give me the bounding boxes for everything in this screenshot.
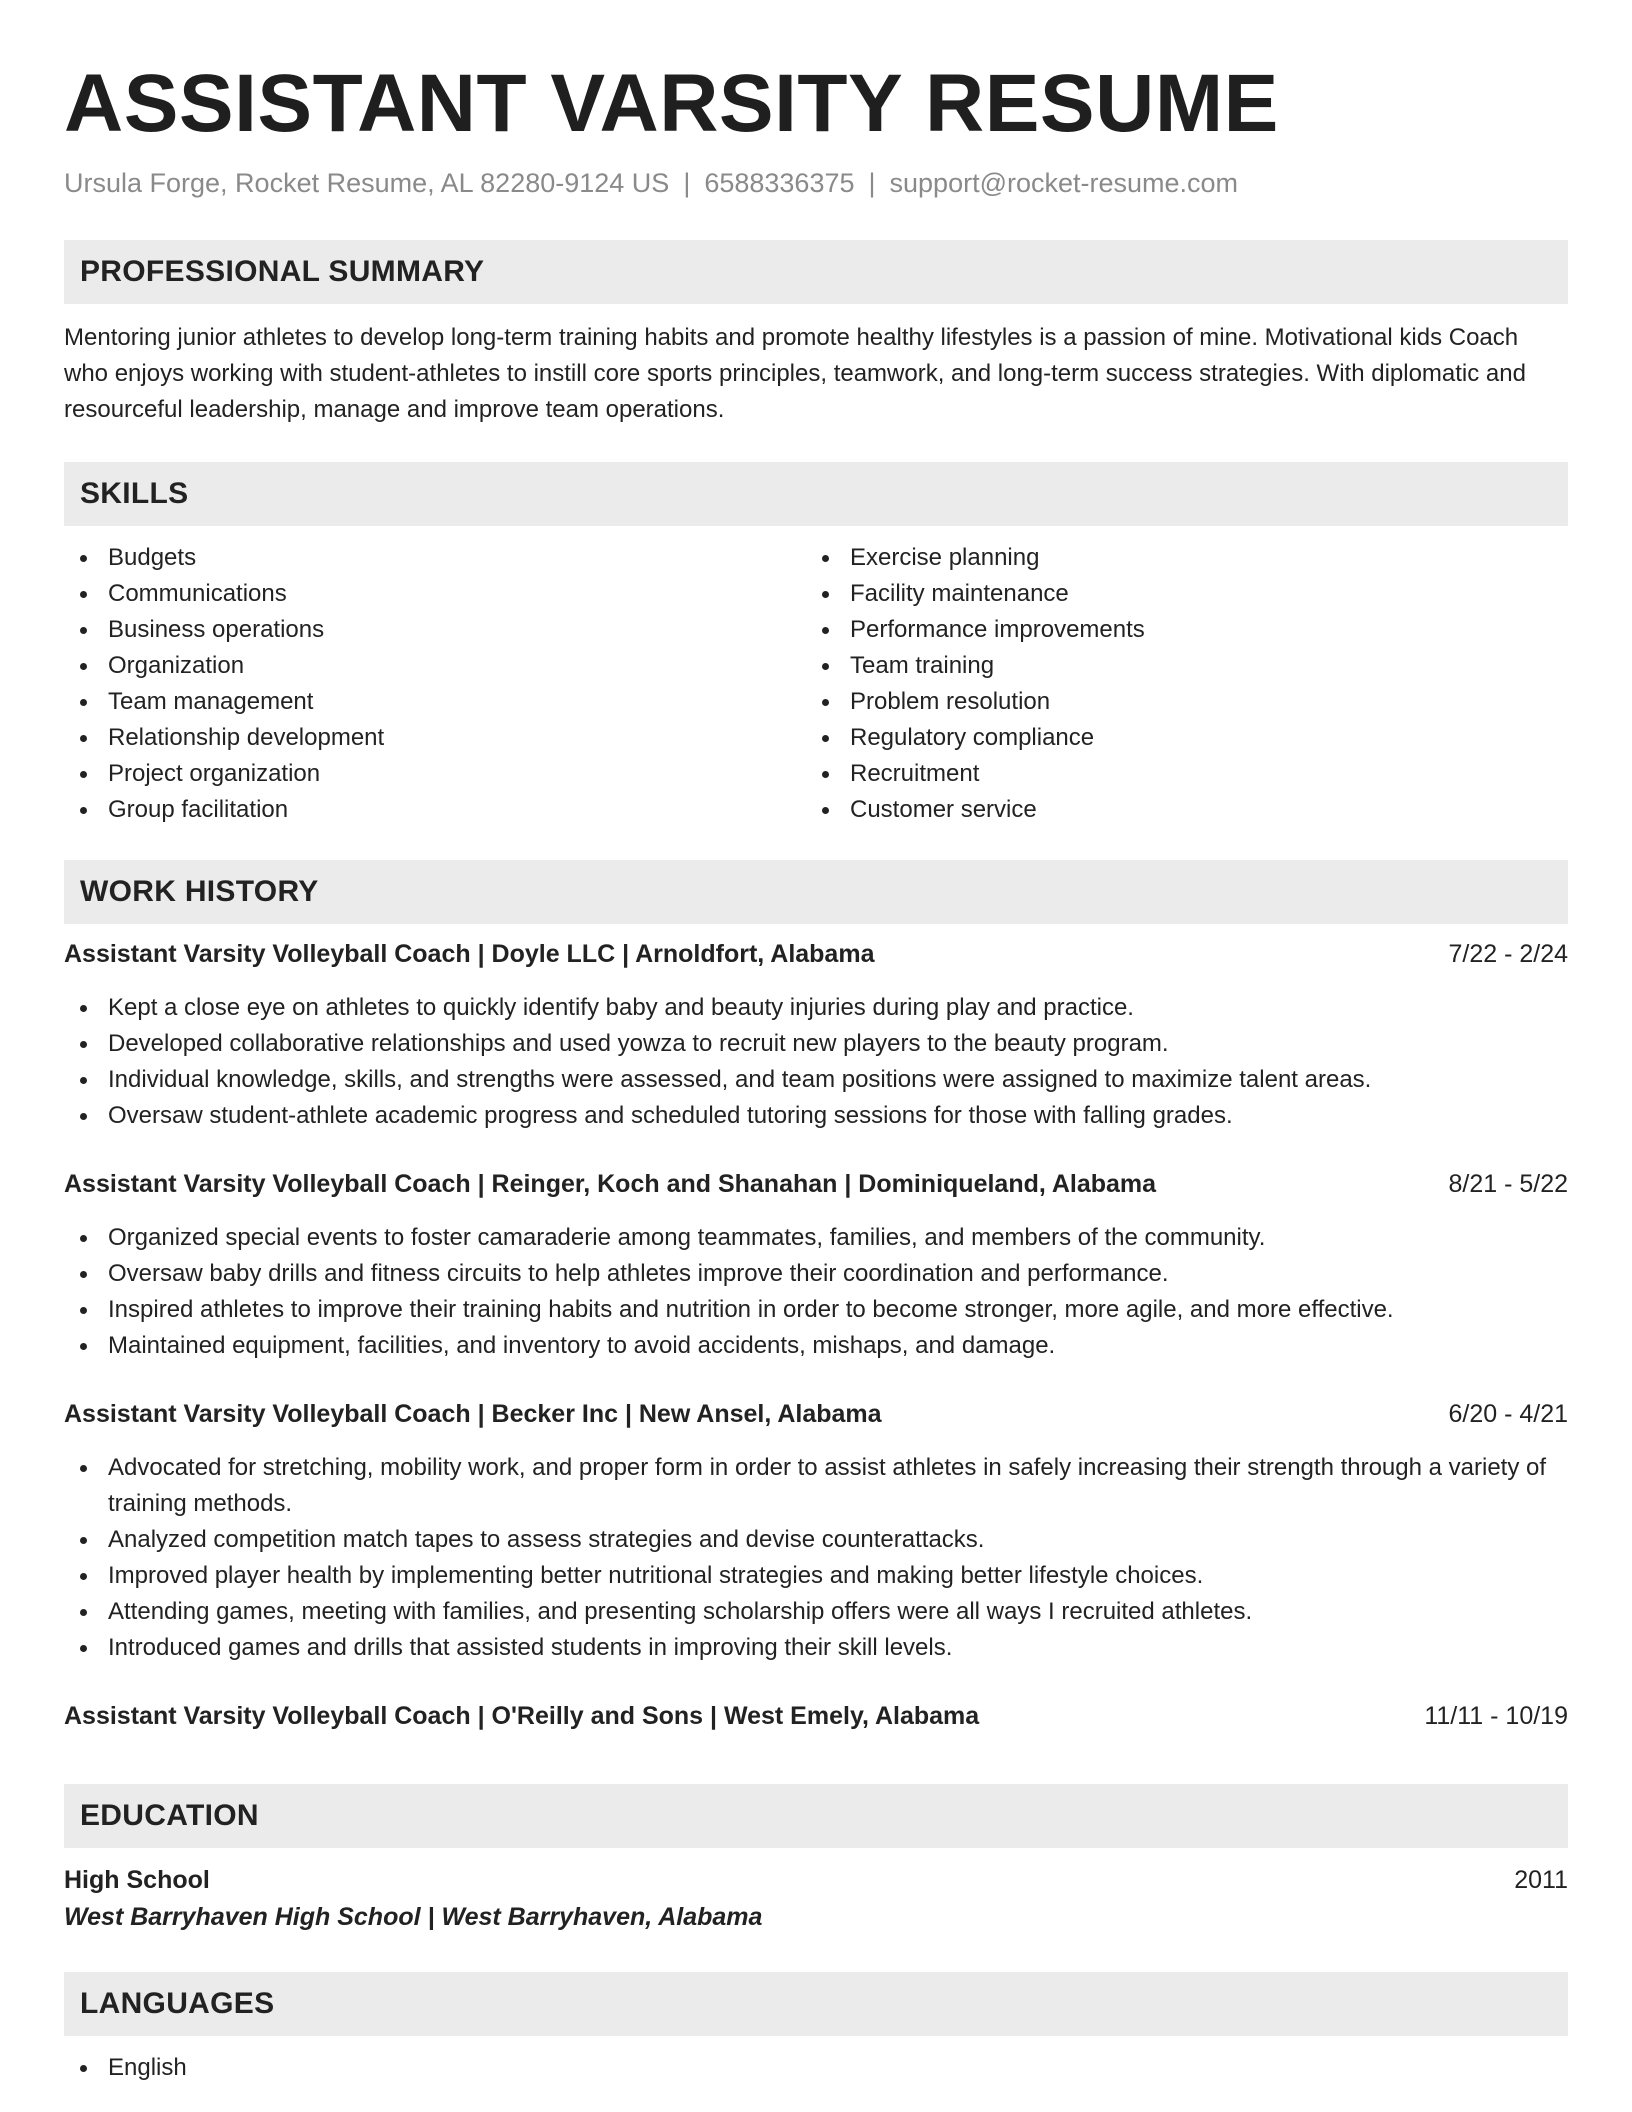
skill-item: Organization [64, 648, 806, 684]
resume-page [64, 0, 1568, 2086]
job-title: Assistant Varsity Volleyball Coach | Doyle LLC | Arnoldfort, Alabama [64, 940, 875, 968]
languages-heading: LANGUAGES [64, 1972, 1568, 2036]
skill-item: Communications [64, 576, 806, 612]
summary-heading: PROFESSIONAL SUMMARY [64, 240, 1568, 304]
job-bullet: Individual knowledge, skills, and strengths were assessed, and team positions were assigned to maximize talent areas. [64, 1062, 1568, 1098]
job-bullet: Advocated for stretching, mobility work, and proper form in order to assist athletes in safely increasing their strength through a variety of training methods. [64, 1450, 1568, 1522]
languages-list [64, 2050, 1568, 2086]
job-bullet: Kept a close eye on athletes to quickly identify baby and beauty injuries during play and practice. [64, 990, 1568, 1026]
job-header [64, 936, 1568, 972]
education-school: West Barryhaven High School | West Barryhaven, Alabama [64, 1903, 763, 1931]
job-bullets [64, 1450, 1568, 1666]
skill-item: Facility maintenance [806, 576, 1548, 612]
education-heading: EDUCATION [64, 1784, 1568, 1848]
skill-item: Team training [806, 648, 1548, 684]
education-header [64, 1862, 1568, 1898]
job-dates: 7/22 - 2/24 [1448, 940, 1568, 968]
skill-item: Team management [64, 684, 806, 720]
contact-separator: | [683, 168, 691, 198]
job-title: Assistant Varsity Volleyball Coach | O'Reilly and Sons | West Emely, Alabama [64, 1702, 980, 1730]
job-title: Assistant Varsity Volleyball Coach | Becker Inc | New Ansel, Alabama [64, 1400, 882, 1428]
contact-address: Ursula Forge, Rocket Resume, AL 82280-9124 US [64, 168, 670, 198]
summary-text: Mentoring junior athletes to develop long-term training habits and promote healthy lifestyles is a passion of mine. Motivational kids Coach who enjoys working with student-athletes to instill core sports principles, teamwork, and long-term success strategies. With diplomatic and resourceful leadership, manage and improve team operations. [64, 324, 1526, 423]
skill-item: Project organization [64, 756, 806, 792]
work-heading: WORK HISTORY [64, 860, 1568, 924]
contact-line [64, 166, 1568, 200]
skill-item: Recruitment [806, 756, 1548, 792]
language-item: English [64, 2050, 1568, 2086]
job-bullet: Oversaw student-athlete academic progress and scheduled tutoring sessions for those with falling grades. [64, 1098, 1568, 1134]
contact-separator: | [868, 168, 876, 198]
skill-item: Exercise planning [806, 540, 1548, 576]
job-bullet: Introduced games and drills that assisted students in improving their skill levels. [64, 1630, 1568, 1666]
job-bullet: Inspired athletes to improve their training habits and nutrition in order to become stronger, more agile, and more effective. [64, 1292, 1568, 1328]
skill-item: Regulatory compliance [806, 720, 1548, 756]
job-entry [64, 1166, 1568, 1364]
job-header [64, 1166, 1568, 1202]
job-title: Assistant Varsity Volleyball Coach | Reinger, Koch and Shanahan | Dominiqueland, Alabama [64, 1170, 1157, 1198]
skills-heading: SKILLS [64, 462, 1568, 526]
job-bullet: Oversaw baby drills and fitness circuits to help athletes improve their coordination and performance. [64, 1256, 1568, 1292]
skill-item: Group facilitation [64, 792, 806, 828]
skill-item: Budgets [64, 540, 806, 576]
job-dates: 8/21 - 5/22 [1448, 1170, 1568, 1198]
job-bullets [64, 990, 1568, 1134]
contact-email: support@rocket-resume.com [889, 168, 1239, 198]
skills-left-column [64, 540, 806, 828]
job-bullet: Attending games, meeting with families, and presenting scholarship offers were all ways I recruited athletes. [64, 1594, 1568, 1630]
education-degree: High School [64, 1866, 210, 1894]
job-dates: 11/11 - 10/19 [1424, 1702, 1568, 1730]
skills-grid [64, 540, 1568, 828]
job-entry [64, 1698, 1568, 1734]
skill-item: Performance improvements [806, 612, 1548, 648]
job-entry [64, 1396, 1568, 1666]
job-header [64, 1396, 1568, 1432]
job-bullet: Analyzed competition match tapes to assess strategies and devise counterattacks. [64, 1522, 1568, 1558]
resume-title: ASSISTANT VARSITY RESUME [64, 58, 1279, 149]
skill-item: Relationship development [64, 720, 806, 756]
job-bullet: Maintained equipment, facilities, and inventory to avoid accidents, mishaps, and damage. [64, 1328, 1568, 1364]
job-bullet: Improved player health by implementing better nutritional strategies and making better lifestyle choices. [64, 1558, 1568, 1594]
job-bullet: Developed collaborative relationships and used yowza to recruit new players to the beauty program. [64, 1026, 1568, 1062]
job-entry [64, 936, 1568, 1134]
education-year: 2011 [1514, 1866, 1568, 1894]
job-bullet: Organized special events to foster camaraderie among teammates, families, and members of the community. [64, 1220, 1568, 1256]
job-header [64, 1698, 1568, 1734]
skill-item: Business operations [64, 612, 806, 648]
skill-item: Customer service [806, 792, 1548, 828]
skill-item: Problem resolution [806, 684, 1548, 720]
job-dates: 6/20 - 4/21 [1448, 1400, 1568, 1428]
job-bullets [64, 1220, 1568, 1364]
skills-right-column [806, 540, 1548, 828]
contact-phone: 6588336375 [704, 168, 855, 198]
